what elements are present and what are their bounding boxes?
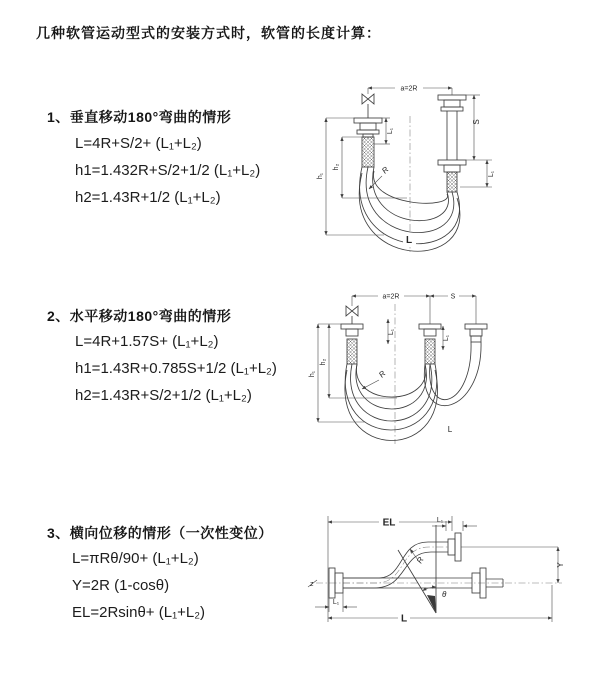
valve-icon [362,94,374,104]
formula-line: L=4R+S/2+ (L₁+L₂) [75,135,202,152]
diagram-vertical-180-bend [312,72,598,260]
braided-hose-section [447,172,457,192]
dim-label-el: EL [382,517,396,529]
section-3-heading: 3、横向位移的情形（一次性变位） [47,525,273,541]
section-1-heading: 1、垂直移动180°弯曲的情形 [47,109,232,125]
radius-label: R [377,368,388,380]
dim-label-y: Y [556,562,565,568]
dim-label-l1-left: L₁ [332,599,340,606]
section-1-formulas [75,136,260,217]
angle-wedge [427,595,436,613]
diagram-horizontal-180-bend [305,282,600,455]
section-3-formulas [72,551,205,632]
section-2-formulas [75,334,277,415]
radius-label: R [380,164,391,176]
dim-label-s: S [450,293,456,301]
dim-label-l1-right: L₁ [488,170,495,178]
section-2-heading: 2、水平移动180°弯曲的情形 [47,308,232,324]
axis-mark-label: z [310,581,314,588]
formula-line: Y=2R (1-cosθ) [72,577,170,594]
radius-label: R [414,555,426,565]
length-label: L [405,235,413,246]
braided-hose-section [362,137,374,167]
dim-label-h1: h₁ [309,370,316,378]
diagram-lateral-displacement [300,500,600,650]
formula-line: h2=1.43R+1/2 (L₁+L₂) [75,189,221,206]
dim-label-l1-left: L₁ [388,328,395,336]
angle-label: θ [442,590,447,599]
formula-line: h2=1.43R+S/2+1/2 (L₁+L₂) [75,387,252,404]
dim-label-l1-top: L₁ [436,517,444,524]
formula-line: h1=1.43R+0.785S+1/2 (L₁+L₂) [75,360,277,377]
dim-label-h2: h₂ [333,163,340,171]
dimension-lines [326,85,492,235]
dim-label-l1-mid: L₁ [443,334,450,342]
dim-label-h1: h₁ [317,172,324,180]
hose-geometry [329,525,503,613]
braided-hose-section [347,339,357,364]
formula-line: L=πRθ/90+ (L₁+L₂) [72,550,199,567]
dim-label-l1-left: L₁ [387,127,394,135]
dim-label-width: a=2R [382,293,400,301]
hose-geometry [341,306,487,441]
dim-label-h2: h₂ [320,358,327,366]
formula-line: h1=1.432R+S/2+1/2 (L₁+L₂) [75,162,261,179]
length-label: L [447,425,453,434]
length-label: L [400,613,408,625]
dim-label-s: S [472,119,481,125]
braided-hose-section [425,339,435,364]
dim-label-width: a=2R [400,85,418,93]
formula-line: EL=2Rsinθ+ (L₁+L₂) [72,604,206,621]
valve-icon [346,306,358,316]
page-title: 几种软管运动型式的安装方式时，软管的长度计算： [36,25,381,41]
formula-line: L=4R+1.57S+ (L₁+L₂) [75,333,219,350]
dimension-lines [318,293,476,422]
